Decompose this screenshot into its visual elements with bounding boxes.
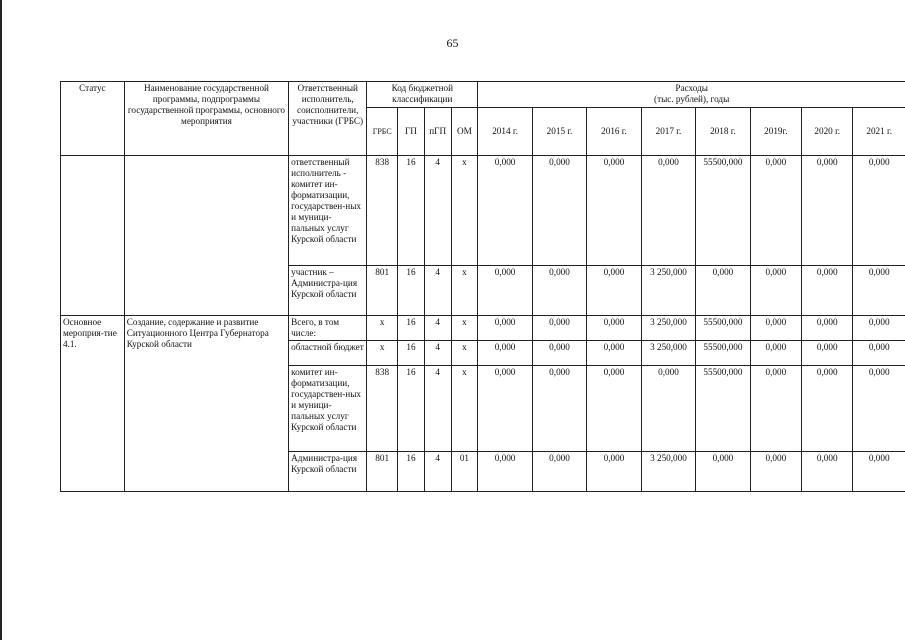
value-2016-cell: 0,000: [587, 366, 641, 452]
executor-cell: Всего, в том числе:: [289, 316, 367, 341]
header-year-2015: 2015 г.: [532, 108, 586, 156]
header-code-grbs: ГРБС: [367, 108, 398, 156]
code-om-cell: x: [451, 366, 478, 452]
value-2017-cell: 0,000: [641, 156, 695, 266]
value-2020-cell: 0,000: [802, 452, 853, 492]
value-2014-cell: 0,000: [478, 366, 532, 452]
value-2014-cell: 0,000: [478, 452, 532, 492]
code-grbs-cell: 801: [367, 452, 398, 492]
header-year-2020: 2020 г.: [802, 108, 853, 156]
code-pgp-cell: 4: [424, 156, 451, 266]
header-code-gp: ГП: [398, 108, 425, 156]
header-year-2017: 2017 г.: [641, 108, 695, 156]
value-2021-cell: 0,000: [853, 366, 905, 452]
code-grbs-cell: x: [367, 341, 398, 366]
executor-cell: участник – Администра-ция Курской области: [289, 266, 367, 316]
header-year-2016: 2016 г.: [587, 108, 641, 156]
value-2018-cell: 55500,000: [696, 366, 750, 452]
value-2018-cell: 55500,000: [696, 316, 750, 341]
value-2020-cell: 0,000: [802, 266, 853, 316]
header-expenses-line1: Расходы: [675, 83, 708, 93]
code-om-cell: x: [451, 341, 478, 366]
header-expenses: [478, 82, 905, 108]
budget-table: [60, 81, 905, 492]
header-code-pgp: пГП: [424, 108, 451, 156]
header-year-2014: 2014 г.: [478, 108, 532, 156]
value-2016-cell: 0,000: [587, 266, 641, 316]
header-status: Статус: [61, 82, 125, 156]
value-2016-cell: 0,000: [587, 341, 641, 366]
code-gp-cell: 16: [398, 341, 425, 366]
value-2019-cell: 0,000: [750, 156, 801, 266]
code-pgp-cell: 4: [424, 452, 451, 492]
header-budget-code: Код бюджетной классификации: [367, 82, 478, 108]
value-2017-cell: 0,000: [641, 366, 695, 452]
status-cell: Основное мероприя-тие 4.1.: [61, 316, 125, 492]
status-cell: [61, 156, 125, 316]
value-2015-cell: 0,000: [532, 156, 586, 266]
page-number: 65: [446, 36, 459, 50]
code-om-cell: x: [451, 266, 478, 316]
code-gp-cell: 16: [398, 316, 425, 341]
code-grbs-cell: x: [367, 316, 398, 341]
header-expenses-line2: (тыс. рублей), годы: [654, 94, 730, 104]
value-2015-cell: 0,000: [532, 266, 586, 316]
executor-cell: Администра-ция Курской области: [289, 452, 367, 492]
executor-cell: комитет ин-форматизации, государствен-ных и муници-пальных услуг Курской области: [289, 366, 367, 452]
value-2016-cell: 0,000: [587, 156, 641, 266]
value-2014-cell: 0,000: [478, 341, 532, 366]
value-2021-cell: 0,000: [853, 316, 905, 341]
value-2019-cell: 0,000: [750, 452, 801, 492]
value-2014-cell: 0,000: [478, 316, 532, 341]
value-2019-cell: 0,000: [750, 341, 801, 366]
header-year-2019: 2019г.: [750, 108, 801, 156]
table-row: [61, 156, 905, 266]
value-2020-cell: 0,000: [802, 341, 853, 366]
value-2015-cell: 0,000: [532, 316, 586, 341]
code-grbs-cell: 838: [367, 156, 398, 266]
value-2019-cell: 0,000: [750, 366, 801, 452]
code-pgp-cell: 4: [424, 266, 451, 316]
code-pgp-cell: 4: [424, 316, 451, 341]
value-2018-cell: 0,000: [696, 452, 750, 492]
value-2019-cell: 0,000: [750, 316, 801, 341]
value-2014-cell: 0,000: [478, 156, 532, 266]
value-2015-cell: 0,000: [532, 452, 586, 492]
value-2017-cell: 3 250,000: [641, 341, 695, 366]
value-2020-cell: 0,000: [802, 316, 853, 341]
value-2017-cell: 3 250,000: [641, 266, 695, 316]
code-om-cell: x: [451, 316, 478, 341]
header-row-1: [61, 82, 905, 108]
value-2021-cell: 0,000: [853, 452, 905, 492]
value-2019-cell: 0,000: [750, 266, 801, 316]
value-2017-cell: 3 250,000: [641, 452, 695, 492]
value-2020-cell: 0,000: [802, 366, 853, 452]
code-grbs-cell: 838: [367, 366, 398, 452]
header-code-om: ОМ: [451, 108, 478, 156]
value-2015-cell: 0,000: [532, 341, 586, 366]
executor-cell: областной бюджет: [289, 341, 367, 366]
code-om-cell: 01: [451, 452, 478, 492]
value-2021-cell: 0,000: [853, 341, 905, 366]
value-2014-cell: 0,000: [478, 266, 532, 316]
page-left-edge: [0, 0, 2, 640]
header-year-2021: 2021 г.: [853, 108, 905, 156]
program-name-cell: Создание, содержание и развитие Ситуационного Центра Губернатора Курской области: [124, 316, 288, 492]
table-row: [61, 316, 905, 341]
value-2018-cell: 55500,000: [696, 341, 750, 366]
code-gp-cell: 16: [398, 266, 425, 316]
value-2015-cell: 0,000: [532, 366, 586, 452]
code-gp-cell: 16: [398, 366, 425, 452]
value-2021-cell: 0,000: [853, 156, 905, 266]
value-2017-cell: 3 250,000: [641, 316, 695, 341]
header-executor: Ответственный исполнитель, соисполнители, участники (ГРБС): [289, 82, 367, 156]
value-2016-cell: 0,000: [587, 316, 641, 341]
code-om-cell: x: [451, 156, 478, 266]
code-gp-cell: 16: [398, 452, 425, 492]
program-name-cell: [124, 156, 288, 316]
value-2020-cell: 0,000: [802, 156, 853, 266]
value-2021-cell: 0,000: [853, 266, 905, 316]
code-pgp-cell: 4: [424, 341, 451, 366]
code-grbs-cell: 801: [367, 266, 398, 316]
executor-cell: ответственный исполнитель - комитет ин-форматизации, государствен-ных и муници-пальных услуг Курской области: [289, 156, 367, 266]
value-2018-cell: 55500,000: [696, 156, 750, 266]
header-year-2018: 2018 г.: [696, 108, 750, 156]
code-pgp-cell: 4: [424, 366, 451, 452]
value-2018-cell: 0,000: [696, 266, 750, 316]
code-gp-cell: 16: [398, 156, 425, 266]
header-program-name: Наименование государственной программы, подпрограммы государственной программы, основного мероприятия: [124, 82, 288, 156]
value-2016-cell: 0,000: [587, 452, 641, 492]
